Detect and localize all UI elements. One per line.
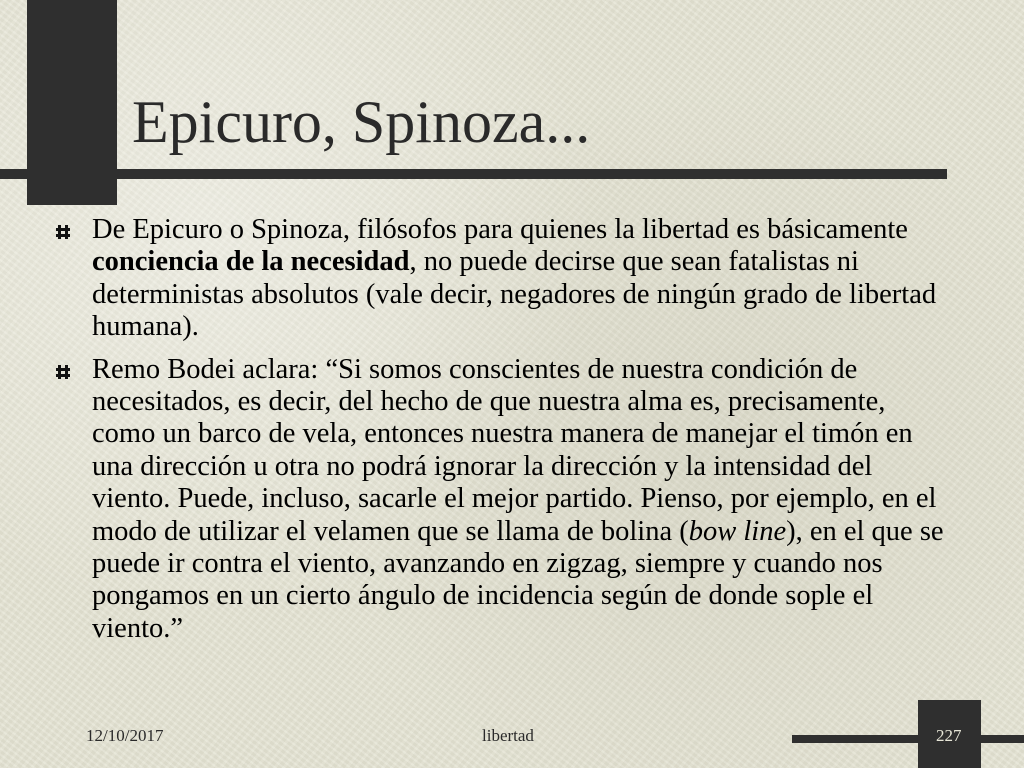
bullet-text-bold: conciencia de la necesidad — [92, 246, 410, 278]
slide-title: Epicuro, Spinoza... — [132, 89, 591, 155]
bullet-text-start: De Epicuro o Spinoza, filósofos para quienes la libertad es básicamente — [92, 214, 908, 245]
footer-date: 12/10/2017 — [86, 726, 164, 745]
hash-bullet-icon — [55, 224, 71, 240]
page-number: 227 — [936, 726, 962, 745]
bullet-text-end: , no puede decirse que sean fatalistas ni deterministas absolutos (vale decir, negadores de ningún grado de libertad humana). — [92, 246, 937, 343]
bullet-text-end: ), en el que se puede ir contra el viento, avanzando en zigzag, siempre y cuando nos pongamos en un cierto ángulo de incidencia según de donde sople el viento.” — [92, 515, 944, 644]
hash-bullet-icon — [55, 364, 71, 380]
footer-title: libertad — [482, 726, 534, 745]
bullet-item — [55, 214, 955, 344]
bullet-list — [55, 214, 955, 655]
footer-rule — [792, 735, 1024, 743]
title-rule — [0, 169, 947, 179]
bullet-text-start: Remo Bodei aclara: “Si somos conscientes de nuestra condición de necesitados, es decir, del hecho de que nuestra alma es, precisamente, como un barco de vela, entonces nuestra manera de manejar el timón en una dirección u otra no podrá ignorar la dirección y la intensidad del viento. Puede, incluso, sacarle el mejor partido. Pienso, por ejemplo, en el modo de utilizar el velamen que se llama de bolina ( — [92, 353, 937, 547]
bullet-item — [55, 354, 955, 646]
bullet-text-italic: bow line — [688, 515, 787, 547]
